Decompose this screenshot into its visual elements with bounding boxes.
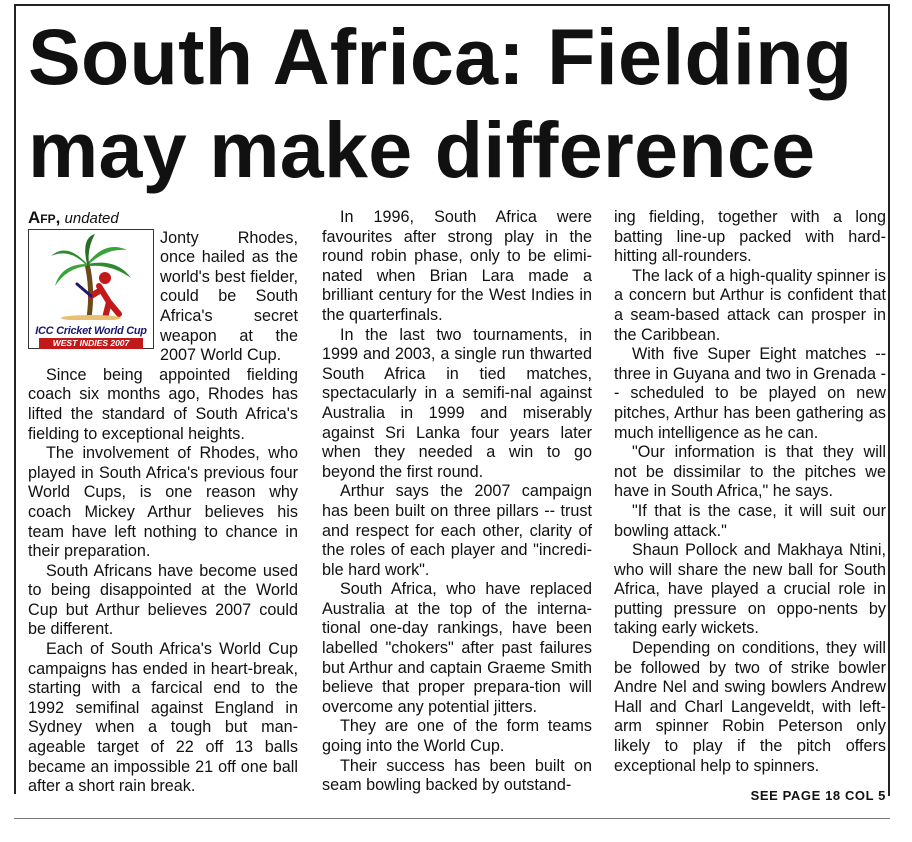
headline-line-2: may make difference xyxy=(28,105,816,194)
world-cup-logo xyxy=(28,229,154,349)
column-2 xyxy=(322,208,592,796)
paragraph: Depending on conditions, they will be followed by two of strike bowler Andre Nel and swing bowlers Andrew Hall and Charl Langeveldt, with left-arm spinner Robin Peterson only likely to play if the pitch offers exceptional help to spinners. xyxy=(614,639,886,775)
byline xyxy=(28,208,298,229)
logo-title: ICC Cricket World Cup xyxy=(35,324,147,337)
paragraph: In 1996, South Africa were favourites after strong play in the round robin phase, only to be elimi-nated when Brian Lara made a brilliant century for the West Indies in the quarterfinals. xyxy=(322,208,592,324)
column-1 xyxy=(28,208,298,797)
paragraph: Since being appointed fielding coach six months ago, Rhodes has lifted the standard of South Africa's fielding to exceptional heights. xyxy=(28,365,298,443)
paragraph: With five Super Eight matches -- three in Guyana and two in Grenada -- scheduled to be played on new pitches, Arthur has been gathering as much intelligence as he can. xyxy=(614,345,886,442)
byline-source: Afp, xyxy=(28,208,61,227)
paragraph: "Our information is that they will not be dissimilar to the pitches we have in South Africa," he says. xyxy=(614,443,886,501)
paragraph: In the last two tournaments, in 1999 and 2003, a single run thwarted South Africa in tied matches, spectacularly in a semifi-nal against Australia in 1999 and miserably against Sri Lanka four years later when they needed a win to go beyond the first round. xyxy=(322,325,592,481)
bottom-rule xyxy=(14,818,890,819)
paragraph: The involvement of Rhodes, who played in South Africa's previous four World Cups, is one reason why coach Mickey Arthur believes his team have left nothing to chance in their preparation. xyxy=(28,444,298,561)
byline-date: undated xyxy=(64,210,119,227)
paragraph: They are one of the form teams going into the World Cup. xyxy=(322,717,592,756)
paragraph: Each of South Africa's World Cup campaigns has ended in heart-break, starting with a farcical end to the 1992 semifinal against England in Sydney when a tough but man-ageable target of 22 off 13 balls became an impossible 21 off one ball after a short rain break. xyxy=(28,640,298,796)
headline xyxy=(28,10,898,196)
paragraph: The lack of a high-quality spinner is a concern but Arthur is confident that a seam-based attack can prosper in the Caribbean. xyxy=(614,266,886,344)
paragraph: South Africans have become used to being disappointed at the World Cup but Arthur believes 2007 could be different. xyxy=(28,561,298,639)
paragraph: Jonty Rhodes, once hailed as the world's best fielder, could be South Africa's secret weapon at the 2007 World Cup. xyxy=(160,228,298,365)
column-3 xyxy=(614,208,886,806)
top-rule xyxy=(16,4,890,6)
headline-line-1: South Africa: Fielding xyxy=(28,12,853,101)
paragraph: South Africa, who have replaced Australia at the top of the interna-tional one-day rankings, have been labelled "chokers" after past failures but Arthur and captain Graeme Smith believe that proper prepara-tion will overcome any potential jitters. xyxy=(322,580,592,716)
paragraph: Their success has been built on seam bowling backed by outstand- xyxy=(322,756,592,795)
paragraph: ing fielding, together with a long batting line-up packed with hard-hitting all-rounders. xyxy=(614,208,886,266)
paragraph: Shaun Pollock and Makhaya Ntini, who will share the new ball for South Africa, have played a crucial role in putting pressure on oppo-nents by taking early wickets. xyxy=(614,541,886,638)
logo-subtitle: WEST INDIES 2007 xyxy=(39,338,143,349)
paragraph: "If that is the case, it will suit our bowling attack." xyxy=(614,501,886,540)
continuation-link[interactable]: SEE PAGE 18 COL 5 xyxy=(750,788,886,804)
palm-tree-cricketer-icon xyxy=(47,234,135,320)
paragraph: Arthur says the 2007 campaign has been built on three pillars -- trust and respect for each other, clarity of the roles of each player and "incredi-ble hard work". xyxy=(322,482,592,579)
left-rule xyxy=(14,4,16,794)
